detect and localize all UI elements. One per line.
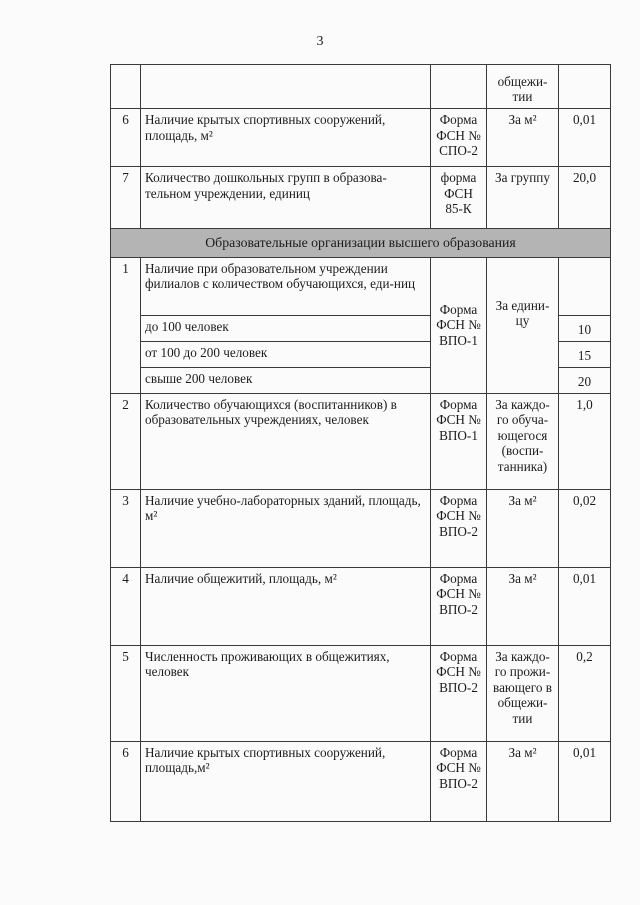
row-number	[111, 65, 141, 109]
subrow-value: 15	[559, 341, 611, 367]
row-description: Наличие при образовательном учреждении филиалов с количеством обучающихся, еди-ниц	[141, 257, 431, 315]
table-row	[111, 257, 611, 315]
row-value: 0,01	[559, 567, 611, 645]
row-form: Форма ФСН № СПО-2	[431, 109, 487, 167]
row-value	[559, 257, 611, 315]
section-header-row	[111, 229, 611, 258]
row-value: 0,01	[559, 741, 611, 821]
table-row	[111, 109, 611, 167]
row-description: Количество обучающихся (воспитанников) в образовательных учреждениях, человек	[141, 393, 431, 489]
page-number: 3	[316, 34, 324, 49]
row-description: Наличие учебно-лабораторных зданий, площадь, м²	[141, 489, 431, 567]
row-form: форма ФСН 85-К	[431, 167, 487, 229]
row-value: 1,0	[559, 393, 611, 489]
row-number: 4	[111, 567, 141, 645]
row-number: 2	[111, 393, 141, 489]
row-form: Форма ФСН № ВПО-2	[431, 645, 487, 741]
table-row	[111, 167, 611, 229]
row-unit: За м²	[487, 567, 559, 645]
row-description	[141, 65, 431, 109]
row-value: 0,01	[559, 109, 611, 167]
subrow-label: свыше 200 человек	[141, 367, 431, 393]
section-title: Образовательные организации высшего образования	[111, 229, 611, 258]
row-unit: общежи-тии	[487, 65, 559, 109]
row-value: 0,2	[559, 645, 611, 741]
row-description: Численность проживающих в общежитиях, человек	[141, 645, 431, 741]
row-number: 5	[111, 645, 141, 741]
row-unit: За группу	[487, 167, 559, 229]
row-form	[431, 65, 487, 109]
row-number: 6	[111, 109, 141, 167]
row-number: 6	[111, 741, 141, 821]
row-number: 3	[111, 489, 141, 567]
subrow-label: от 100 до 200 человек	[141, 341, 431, 367]
row-description: Количество дошкольных групп в образова-тельном учреждении, единиц	[141, 167, 431, 229]
row-description: Наличие крытых спортивных сооружений, площадь,м²	[141, 741, 431, 821]
row-value: 20,0	[559, 167, 611, 229]
row-unit: За м²	[487, 489, 559, 567]
subrow-value: 10	[559, 315, 611, 341]
row-unit: За каждо-го обуча-ющегося (воспи-танника)	[487, 393, 559, 489]
row-form: Форма ФСН № ВПО-2	[431, 567, 487, 645]
table-row	[111, 741, 611, 821]
row-value	[559, 65, 611, 109]
row-form: Форма ФСН № ВПО-2	[431, 741, 487, 821]
subrow-label: до 100 человек	[141, 315, 431, 341]
table-row	[111, 489, 611, 567]
norms-table	[110, 64, 611, 822]
row-form: Форма ФСН № ВПО-2	[431, 489, 487, 567]
row-form: Форма ФСН № ВПО-1	[431, 393, 487, 489]
subrow-value: 20	[559, 367, 611, 393]
row-form: Форма ФСН № ВПО-1	[431, 257, 487, 393]
table-row	[111, 567, 611, 645]
table-row	[111, 65, 611, 109]
table-row	[111, 645, 611, 741]
row-unit: За м²	[487, 741, 559, 821]
row-description: Наличие крытых спортивных сооружений, площадь, м²	[141, 109, 431, 167]
row-unit: За каждо-го прожи-вающего в общежи-тии	[487, 645, 559, 741]
table-row	[111, 393, 611, 489]
row-unit: За едини-цу	[487, 257, 559, 393]
row-unit: За м²	[487, 109, 559, 167]
row-number: 7	[111, 167, 141, 229]
row-number: 1	[111, 257, 141, 393]
row-value: 0,02	[559, 489, 611, 567]
row-description: Наличие общежитий, площадь, м²	[141, 567, 431, 645]
